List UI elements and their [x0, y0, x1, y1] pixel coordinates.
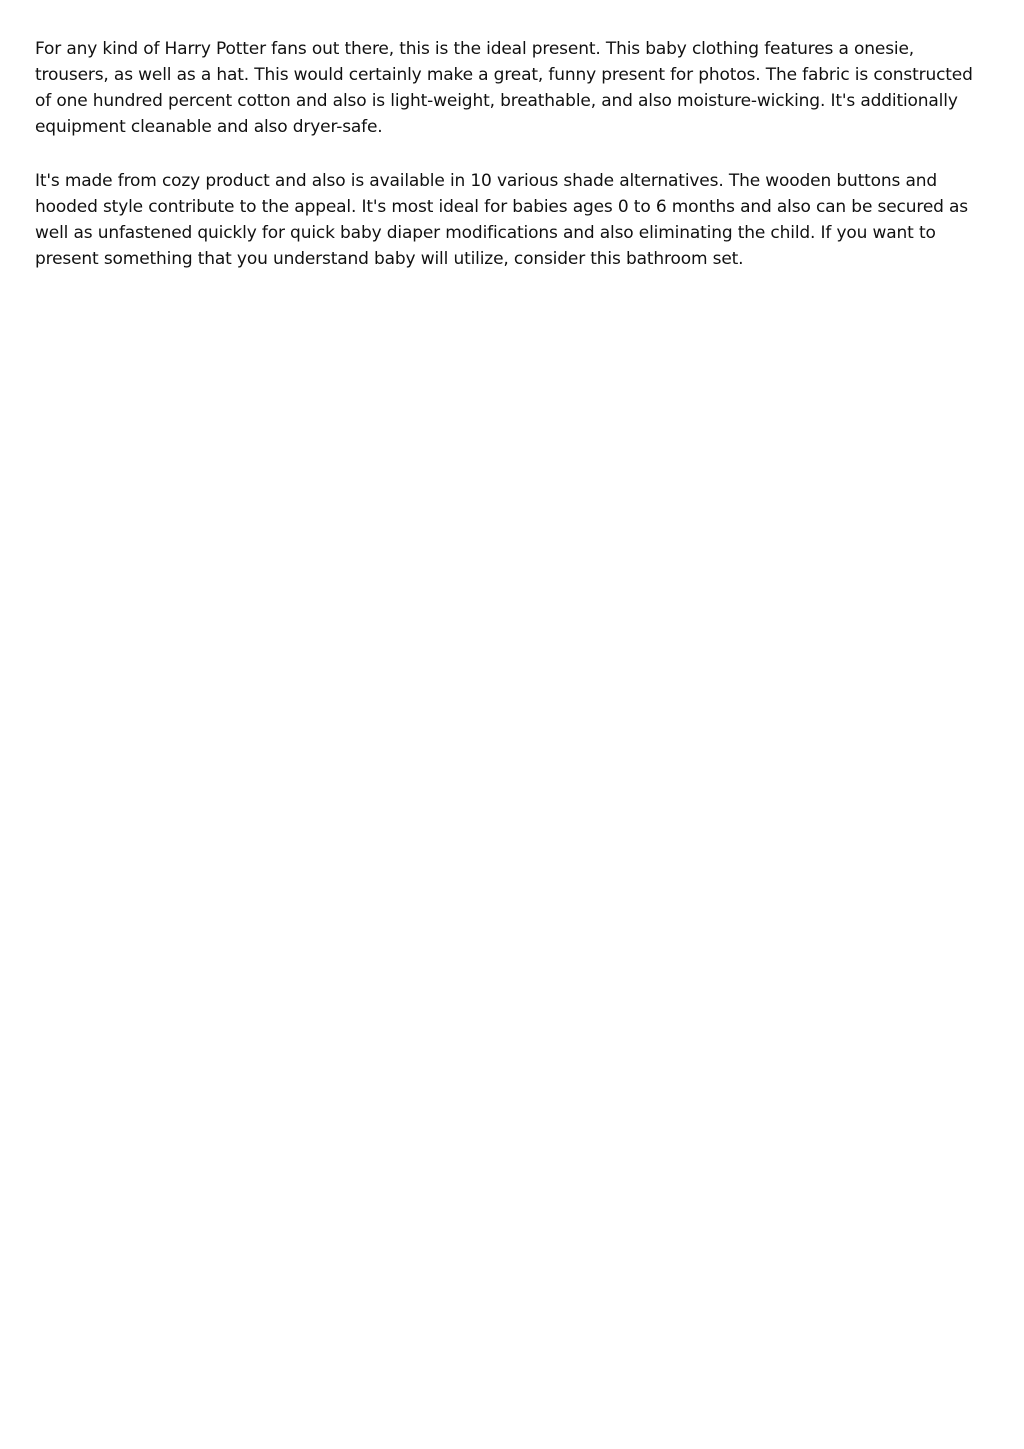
paragraph-harry-potter-gift: For any kind of Harry Potter fans out there, this is the ideal present. This baby clothing features a onesie, trousers, as well as a hat. This would certainly make a great, funny present for photos. The fabric is constructed of one hundred percent cotton and also is light-weight, breathable, and also moisture-wicking. It's additionally equipment cleanable and also dryer-safe.: [35, 39, 973, 137]
paragraph-bathroom-set: It's made from cozy product and also is available in 10 various shade alternatives. The wooden buttons and hooded style contribute to the appeal. It's most ideal for babies ages 0 to 6 months and also can be secured as well as unfastened quickly for quick baby diaper modifications and also eliminating the child. If you want to present something that you understand baby will utilize, consider this bathroom set.: [35, 171, 968, 269]
